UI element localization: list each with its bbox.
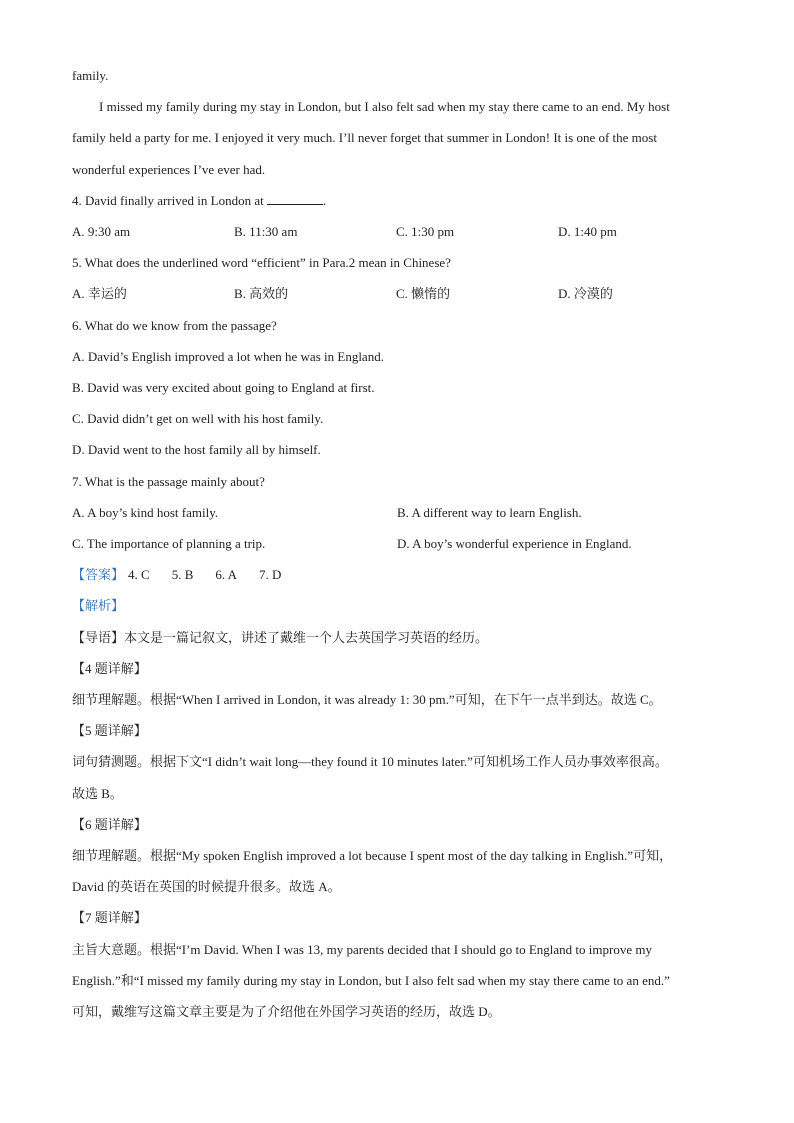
detail-7-text: 可知，戴维写这篇文章主要是为了介绍他在外国学习英语的经历，故选 D。 (72, 1004, 501, 1020)
answer-row (72, 559, 722, 590)
question-6-stem: 6. What do we know from the passage? (72, 317, 277, 333)
question-4-stem-text: 4. David finally arrived in London at (72, 192, 267, 208)
option-d: D. A boy’s wonderful experience in England. (397, 536, 632, 552)
analysis-label: 【解析】 (72, 598, 125, 614)
passage-line: I missed my family during my stay in London, but I also felt sad when my stay there came to an end. My host (99, 99, 670, 115)
answer-5: 5. B (171, 567, 194, 583)
option-a: A. A boy’s kind host family. (72, 504, 219, 520)
question-5-stem: 5. What does the underlined word “efficient” in Para.2 mean in Chinese? (72, 255, 451, 271)
detail-4-label: 【4 题详解】 (72, 660, 147, 676)
detail-7-text: 主旨大意题。根据“I’m David. When I was 13, my parents decided that I should go to England to improve my (72, 941, 652, 957)
option-b: B. A different way to learn English. (397, 504, 582, 520)
document-content (72, 60, 722, 1027)
passage-line: family held a party for me. I enjoyed it very much. I’ll never forget that summer in London! It is one of the most (72, 130, 657, 146)
detail-5-text: 故选 B。 (72, 785, 123, 801)
detail-6-text: 细节理解题。根据“My spoken English improved a lot because I spent most of the day talking in English.”可知， (72, 848, 673, 864)
option-d: D. 1:40 pm (558, 224, 617, 240)
guide-line (72, 622, 722, 653)
option-b: B. 11:30 am (234, 224, 298, 240)
detail-7-text: English.”和“I missed my family during my stay in London, but I also felt sad when my stay there came to an end.” (72, 972, 670, 988)
passage-tail: family. (72, 68, 109, 83)
option-c: C. 1:30 pm (396, 224, 455, 240)
guide-text: 本文是一篇记叙文，讲述了戴维一个人去英国学习英语的经历。 (124, 629, 489, 645)
detail-6-label: 【6 题详解】 (72, 816, 147, 832)
question-4-stem (72, 185, 722, 216)
question-7-options-row-2 (72, 528, 722, 559)
answer-4: 4. C (128, 567, 150, 583)
answer-label: 【答案】 (72, 567, 125, 583)
answer-6: 6. A (215, 567, 238, 583)
question-7-stem: 7. What is the passage mainly about? (72, 473, 265, 489)
detail-4-text: 细节理解题。根据“When I arrived in London, it was already 1: 30 pm.”可知，在下午一点半到达。故选 C。 (72, 692, 662, 708)
option-b: B. 高效的 (234, 286, 289, 302)
answer-7: 7. D (259, 567, 282, 583)
question-4-options (72, 216, 722, 247)
detail-7-label: 【7 题详解】 (72, 910, 147, 926)
option-c: C. David didn’t get on well with his host family. (72, 411, 324, 427)
question-7-options-row-1 (72, 497, 722, 528)
detail-5-label: 【5 题详解】 (72, 723, 147, 739)
option-d: D. David went to the host family all by himself. (72, 442, 321, 458)
answer-blank (267, 192, 323, 205)
detail-5-text: 词句猜测题。根据下文“I didn’t wait long—they found it 10 minutes later.”可知机场工作人员办事效率很高。 (72, 754, 668, 770)
question-4-stem-end: . (322, 192, 327, 208)
guide-label: 【导语】 (72, 629, 125, 645)
option-a: A. 幸运的 (72, 286, 127, 302)
option-c: C. The importance of planning a trip. (72, 536, 266, 552)
option-b: B. David was very excited about going to England at first. (72, 380, 375, 396)
option-a: A. David’s English improved a lot when he was in England. (72, 348, 384, 364)
question-5-options (72, 278, 722, 309)
option-d: D. 冷漠的 (558, 286, 613, 302)
option-a: A. 9:30 am (72, 224, 131, 240)
passage-line: wonderful experiences I’ve ever had. (72, 161, 266, 177)
option-c: C. 懒惰的 (396, 286, 451, 302)
detail-6-text: David 的英语在英国的时候提升很多。故选 A。 (72, 879, 341, 895)
